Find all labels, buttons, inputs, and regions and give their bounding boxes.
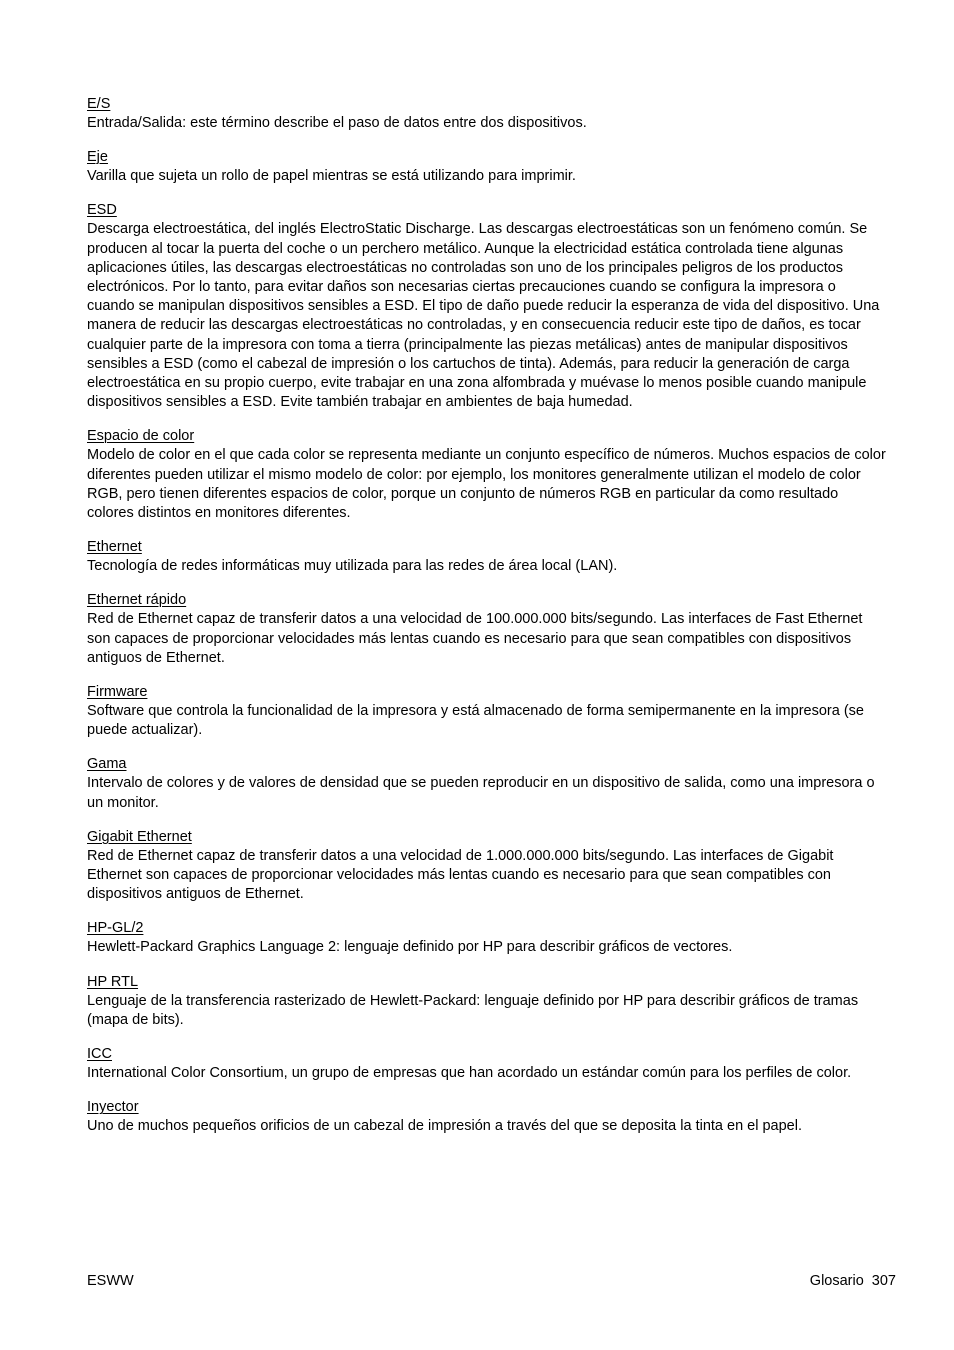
glossary-entry xyxy=(87,538,887,576)
glossary-entry xyxy=(87,591,887,668)
glossary-definition: Varilla que sujeta un rollo de papel mientras se está utilizando para imprimir. xyxy=(87,168,576,185)
glossary-term: Espacio de color xyxy=(87,428,195,445)
glossary-term: HP RTL xyxy=(87,973,139,990)
glossary-definition: Hewlett-Packard Graphics Language 2: lenguaje definido por HP para describir gráficos de vectores. xyxy=(87,939,733,956)
glossary-definition: Entrada/Salida: este término describe el paso de datos entre dos dispositivos. xyxy=(87,115,587,131)
glossary-definition: Lenguaje de la transferencia rasterizado de Hewlett-Packard: lenguaje definido por HP para describir gráficos de tramas (mapa de bits). xyxy=(87,992,859,1028)
footer-section-name: Glosario xyxy=(809,1273,864,1289)
glossary-entry xyxy=(87,683,887,740)
glossary-entry xyxy=(87,1098,887,1136)
glossary-term: Inyector xyxy=(87,1099,139,1116)
glossary-term: Ethernet xyxy=(87,539,142,556)
glossary-definition: Descarga electroestática, del inglés ElectroStatic Discharge. Las descargas electroestáticas son un fenómeno común. Se producen al tocar la puerta del coche o un perchero metálico. Aunque la electricidad estática controlada tiene algunas aplicaciones útiles, las descargas electroestáticas no controladas son uno de los principales peligros de los productos electrónicos. Por lo tanto, para evitar daños son necesarias ciertas precauciones cuando se configura la impresora o cuando se manipulan dispositivos sensibles a ESD. El tipo de daño puede reducir la esperanza de vida del dispositivo. Una manera de reducir las descargas electroestáticas no controladas, y en consecuencia reducir este tipo de daños, es tocar cualquier parte de la impresora con toma a tierra (principalmente las piezas metálicas) antes de manipular dispositivos sensibles a ESD (como el cabezal de impresión o los cartuchos de tinta). Además, para reducir la generación de carga electroestática en su propio cuerpo, evite trabajar en una zona alfombrada y muévase lo menos posible cuando manipule dispositivos sensibles a ESD. Evite también trabajar en ambientes de baja humedad. xyxy=(87,221,880,411)
glossary-entry xyxy=(87,755,887,812)
footer-page-info xyxy=(810,1272,896,1290)
page-number: 307 xyxy=(871,1273,896,1289)
glossary-term: HP-GL/2 xyxy=(87,920,144,937)
glossary-definition: Modelo de color en el que cada color se representa mediante un conjunto específico de números. Muchos espacios de color diferentes pueden utilizar el mismo modelo de color: por ejemplo, los monitores generalmente utilizan el modelo de color RGB, pero tienen diferentes espacios de color, porque un conjunto de números RGB en particular da como resultado colores distintos en monitores diferentes. xyxy=(87,447,886,522)
glossary-definition: Uno de muchos pequeños orificios de un cabezal de impresión a través del que se deposita la tinta en el papel. xyxy=(87,1118,802,1135)
glossary-content xyxy=(87,95,887,1152)
glossary-entry xyxy=(87,148,887,186)
glossary-term: Ethernet rápido xyxy=(87,592,187,609)
footer-doc-code: ESWW xyxy=(87,1273,134,1289)
glossary-entry xyxy=(87,973,887,1030)
glossary-entry xyxy=(87,919,887,957)
glossary-definition: Tecnología de redes informáticas muy utilizada para las redes de área local (LAN). xyxy=(87,558,618,575)
glossary-definition: Software que controla la funcionalidad de la impresora y está almacenado de forma semipermanente en la impresora (se puede actualizar). xyxy=(87,703,864,739)
glossary-term: Firmware xyxy=(87,684,148,701)
glossary-term: Eje xyxy=(87,149,108,166)
glossary-definition: Red de Ethernet capaz de transferir datos a una velocidad de 1.000.000.000 bits/segundo. Las interfaces de Gigabit Ethernet son capaces de proporcionar velocidades más lentas cuando es necesario para que sean compatibles con dispositivos antiguos de Ethernet. xyxy=(87,847,834,903)
glossary-entry xyxy=(87,427,887,523)
glossary-term: Gama xyxy=(87,756,127,773)
glossary-definition: Intervalo de colores y de valores de densidad que se pueden reproducir en un dispositivo de salida, como una impresora o un monitor. xyxy=(87,775,875,811)
glossary-term: ESD xyxy=(87,202,117,219)
glossary-definition: Red de Ethernet capaz de transferir datos a una velocidad de 100.000.000 bits/segundo. Las interfaces de Fast Ethernet son capaces de proporcionar velocidades más lentas cuando es necesario para que sean compatibles con dispositivos antiguos de Ethernet. xyxy=(87,611,863,666)
glossary-entry xyxy=(87,828,887,905)
glossary-entry xyxy=(87,1045,887,1083)
glossary-term: Gigabit Ethernet xyxy=(87,828,192,845)
glossary-entry xyxy=(87,95,887,133)
glossary-term: E/S xyxy=(87,96,111,112)
glossary-term: ICC xyxy=(87,1046,112,1063)
glossary-entry xyxy=(87,201,887,412)
glossary-definition: International Color Consortium, un grupo de empresas que han acordado un estándar común para los perfiles de color. xyxy=(87,1065,852,1082)
